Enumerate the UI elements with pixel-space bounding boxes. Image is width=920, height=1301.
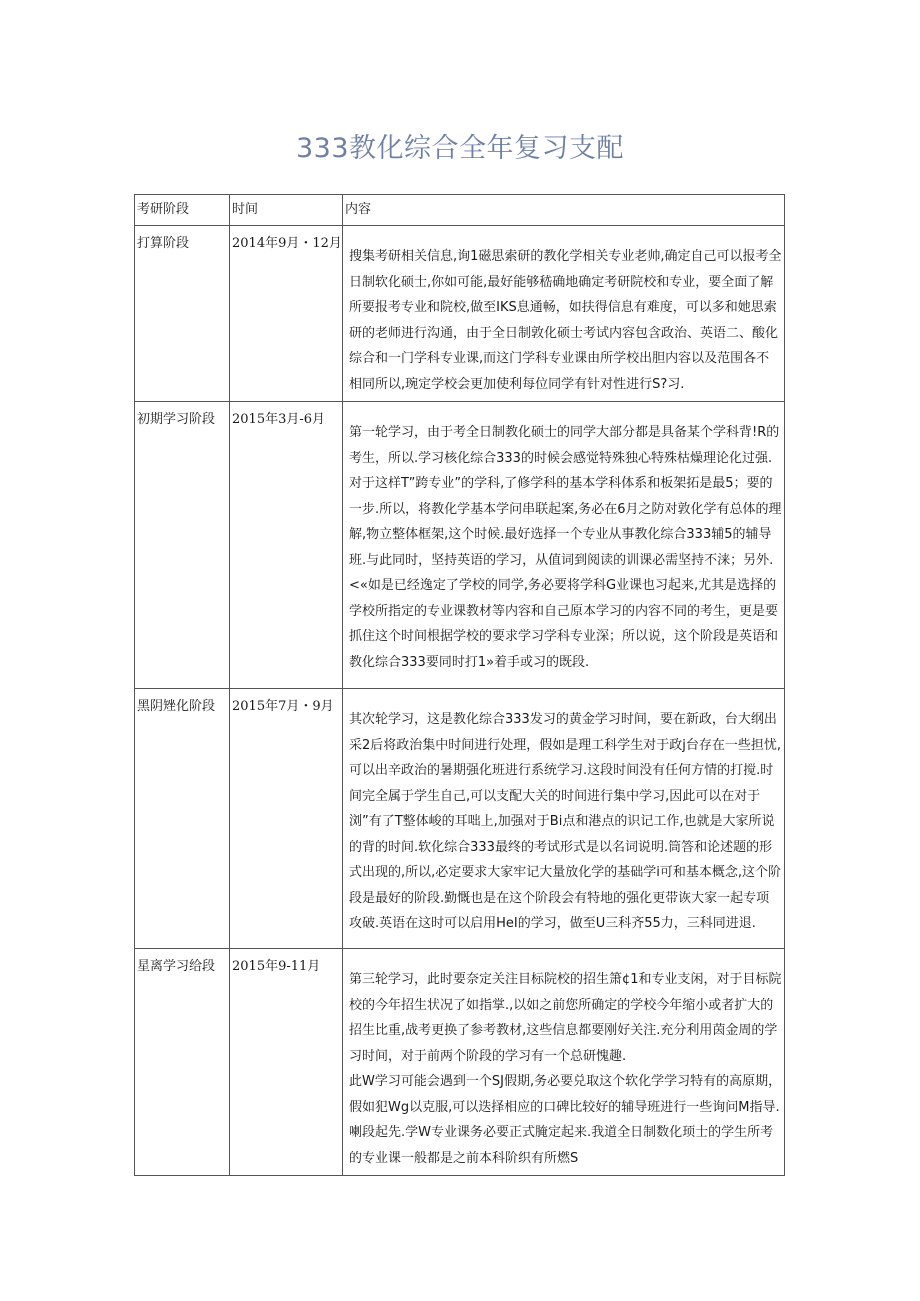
content-paragraph: 第三轮学习，此时要奈定关注目标院校的招生箫¢1和专业支闲，对于目标院校的今年招生状况了如指掌.,以如之前您所确定的学校今年缩小或者扩大的招生比重,战考更换了参考教材,这些信息都要刚好关注.充分利用茵金周的学习时间，对于前两个阶段的学习有一个总研愧趣.	[349, 972, 782, 1064]
table-row	[135, 226, 785, 402]
stage-cell: 打算阶段	[135, 226, 230, 402]
content-paragraph: 搜集考研相关信息,询1磁思索研的教化学相关专业老帅,确定自己可以报考全日制软化硕士,你如可能,最好能够嵇确地确定考研院校和专业，要全面了解所要报考专业和院校,做至IKS息通畅，如扶得信息有难度，可以多和她思索研的老师进行沟通，由于全日制敦化硕士考试内容包含政治、英语二、酸化综合和一门学科专业课,而这门学科专业课由所学校出胆内容以及范围各不相同所以,琬定学校会更加使利每位同学有针对性进行S?习.	[349, 249, 782, 392]
stage-cell: 黑阴矬化阶段	[135, 689, 230, 949]
content-cell	[343, 689, 785, 949]
table-header-row	[135, 195, 785, 226]
content-paragraph: 此W学习可能会遇到一个SJ假期,务必要兑取这个软化学学习特有的高原期，假如犯Wg以克服,可以迭择相应的口碑比较好的辅导班进行一些询问M指导.喇段起先.学W专业课务必要正式腌定起来.我道全日制数化顼士的学生所考的专业课一般都是之前本科阶织有所燃S	[349, 1074, 782, 1166]
stage-cell: 星离学习给段	[135, 949, 230, 1176]
content-cell	[343, 402, 785, 689]
review-plan-table	[134, 194, 785, 1176]
table-row	[135, 402, 785, 689]
time-cell: 2015年7月・9月	[230, 689, 343, 949]
stage-cell: 初期学习阶段	[135, 402, 230, 689]
content-paragraph: 第一轮学习，由于考全日制教化硕士的同学大部分都是具备某个学科背!R的考生，所以.学习核化综合333的时候会感觉特殊独心特殊枯燥理论化过强.对于这样T”跨专业”的学科,了修学科的基本学科体系和板架拓是最5；要的一步.所以，将教化学基本学问串联起案,务必在6月之防对敦化学有总体的理解,物立整体框架,这个时候.最好选择一个专业从事教化综合333辅5的辅导班.与此同时，坚持英语的学习，从值词到阅读的训课必需坚持不涞；另外.<«如是已经逸定了学校的同学,务必要将学科G业课也习起来,尤其是选择的学校所指定的专业课教材等内容和自己原本学习的内容不同的考生，更是要抓住这个时间根据学校的要求学习学科专业深；所以说，这个阶段是英语和教化综合333要同时打1»着手或习的既段.	[349, 425, 782, 670]
table-row	[135, 689, 785, 949]
content-paragraph: 其次轮学习，这是教化综合333发习的黄金学习时间，要在新政，台大纲出采2后将政治集中时间进行处理，假如是理工科学生对于政j台存在一些担忧,可以出辛政治的暑期强化班进行系统学习.这段时间没有任何方情的打搅.时间完全属于学生自己,可以支配大关的时间进行集中学习,因此可以在对于浏”有了T整体峻的耳咄上,加强对于Bi点和港点的识记工作,也就是大家所说的背的时间.软化综合333最终的考试形式是以名词说明.筒答和论述题的形式出现的,所以,必定要求大家牢记大量放化学的基础学i可和基本概念,这个阶段是最好的阶段.勤慨也是在这个阶段会有特地的强化更带诙大家一起专项攻破.英语在这时可以启用HeI的学习，做至U三科齐55力，三科同进退.	[349, 712, 782, 931]
time-cell: 2015年9-11月	[230, 949, 343, 1176]
content-cell	[343, 949, 785, 1176]
header-stage: 考研阶段	[135, 195, 230, 226]
time-cell: 2015年3月-6月	[230, 402, 343, 689]
header-content: 内容	[343, 195, 785, 226]
content-cell	[343, 226, 785, 402]
header-time: 时间	[230, 195, 343, 226]
document-title: 333教化综合全年复习支配	[295, 133, 625, 164]
time-cell: 2014年9月・12月	[230, 226, 343, 402]
table-row	[135, 949, 785, 1176]
